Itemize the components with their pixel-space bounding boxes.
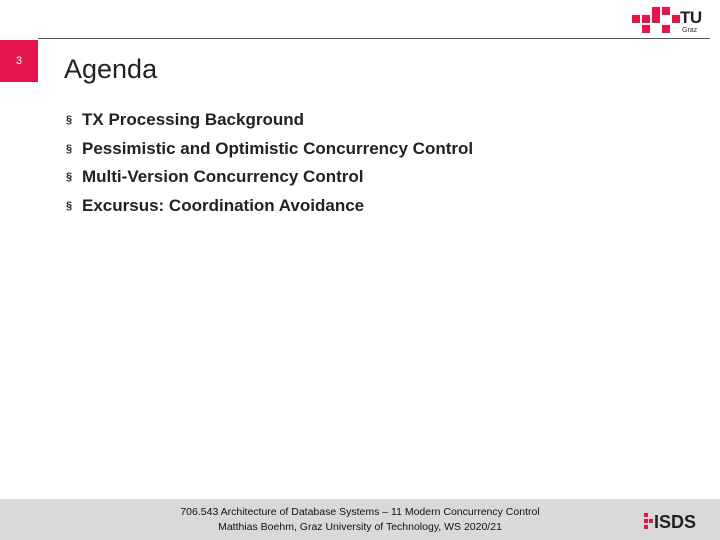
agenda-item-text: Excursus: Coordination Avoidance: [82, 196, 365, 216]
bullet-icon: §: [66, 114, 73, 126]
bullet-icon: §: [66, 142, 73, 155]
agenda-item: [66, 108, 473, 137]
footer-author-line: Matthias Boehm, Graz University of Technology, WS 2020/21: [218, 521, 502, 533]
footer-course-line: 706.543 Architecture of Database Systems – 11 Modern Concurrency Control: [180, 506, 540, 518]
isds-logo-text: ISDS: [654, 512, 697, 530]
agenda-item: [66, 137, 473, 166]
header-rule: [38, 38, 710, 39]
bullet-icon: §: [66, 200, 73, 213]
agenda-item: [66, 165, 473, 194]
agenda-item: [66, 194, 473, 223]
page-number: 3: [15, 55, 23, 67]
tu-logo-subtext: Graz: [682, 27, 698, 34]
footer-text: [150, 505, 570, 535]
bullet-icon: §: [66, 171, 73, 184]
agenda-item-text: Pessimistic and Optimistic Concurrency Control: [82, 138, 474, 158]
tu-logo-text: TU: [680, 8, 702, 27]
agenda-item-text: Multi-Version Concurrency Control: [82, 167, 364, 187]
isds-logo: [644, 510, 706, 530]
slide-title: Agenda: [64, 54, 158, 84]
agenda-item-text: TX Processing Background: [82, 110, 304, 129]
agenda-list: [66, 108, 473, 223]
footer: [0, 499, 720, 540]
